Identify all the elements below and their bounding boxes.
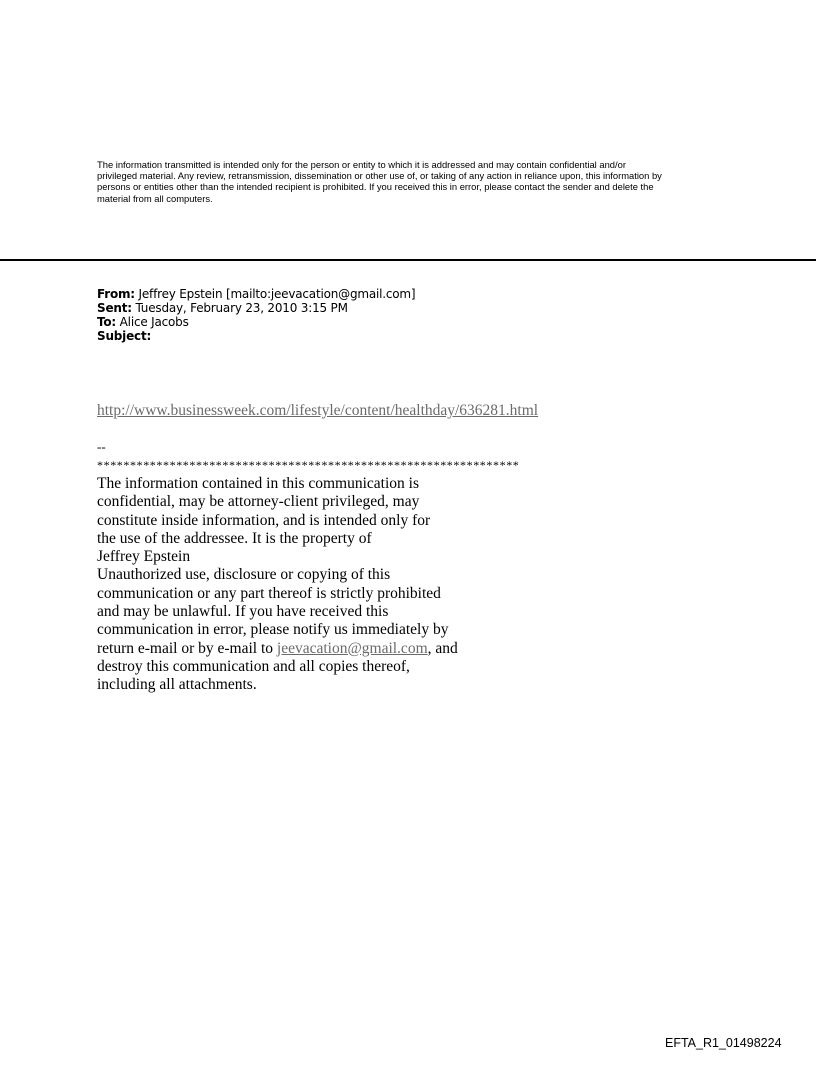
to-label: To: xyxy=(97,315,117,329)
disclaimer-line: material from all computers. xyxy=(97,192,213,204)
notice-line: confidential, may be attorney-client privileged, may xyxy=(97,493,420,511)
notice-email-suffix: , and xyxy=(427,639,458,657)
to-row xyxy=(97,315,415,329)
email-link[interactable]: jeevacation@gmail.com xyxy=(276,639,428,657)
from-label: From: xyxy=(97,287,135,301)
signature-stars: **************************************************************** xyxy=(97,458,520,472)
notice-line: constitute inside information, and is intended only for xyxy=(97,511,431,529)
notice-line: and may be unlawful. If you have received this xyxy=(97,603,389,621)
to-value: Alice Jacobs xyxy=(119,315,189,329)
notice-line: Jeffrey Epstein xyxy=(97,548,191,566)
notice-line: the use of the addressee. It is the property of xyxy=(97,529,372,547)
notice-line: communication or any part thereof is strictly prohibited xyxy=(97,584,441,602)
horizontal-divider xyxy=(0,259,816,261)
top-disclaimer xyxy=(97,159,737,204)
signature-dash: -- xyxy=(97,439,106,454)
body-link-line xyxy=(97,402,538,420)
disclaimer-line: privileged material. Any review, retransmission, dissemination or other use of, or taking of any action in reliance upon, this information by xyxy=(97,170,662,182)
subject-row xyxy=(97,329,415,343)
notice-line: communication in error, please notify us immediately by xyxy=(97,621,449,639)
disclaimer-line: The information transmitted is intended only for the person or entity to which it is addressed and may contain confidential and/or xyxy=(97,159,626,170)
sent-label: Sent: xyxy=(97,301,132,315)
sent-row xyxy=(97,301,415,315)
notice-line: The information contained in this communication is xyxy=(97,475,419,492)
article-link[interactable]: http://www.businessweek.com/lifestyle/content/healthday/636281.html xyxy=(97,402,539,419)
notice-line: destroy this communication and all copies thereof, xyxy=(97,657,410,675)
notice-line: Unauthorized use, disclosure or copying of this xyxy=(97,566,391,584)
notice-email-prefix: return e-mail or by e-mail to xyxy=(97,639,277,657)
from-value: Jeffrey Epstein [mailto:jeevacation@gmail.com] xyxy=(138,287,416,301)
disclaimer-line: persons or entities other than the intended recipient is prohibited. If you received this in error, please contact the sender and delete the xyxy=(97,181,654,193)
sent-value: Tuesday, February 23, 2010 3:15 PM xyxy=(135,301,348,315)
from-row xyxy=(97,287,415,301)
confidentiality-notice xyxy=(97,475,458,695)
notice-email-line xyxy=(97,640,458,658)
notice-line: including all attachments. xyxy=(97,676,257,694)
email-header xyxy=(97,287,415,343)
subject-label: Subject: xyxy=(97,329,152,343)
document-id: EFTA_R1_01498224 xyxy=(665,1036,782,1050)
